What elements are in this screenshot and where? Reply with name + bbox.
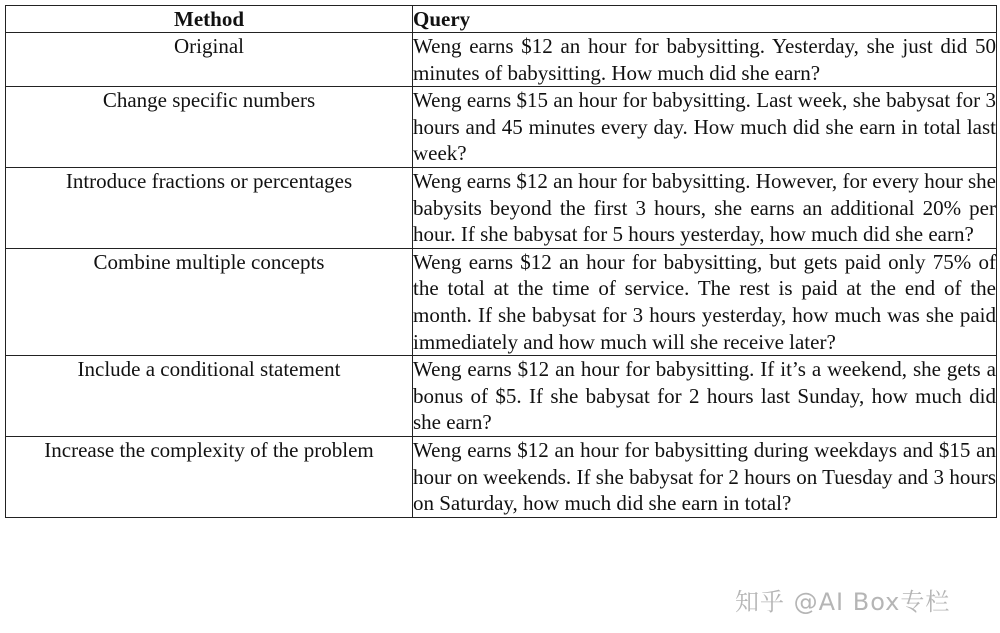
watermark: 知乎 @AI Box专栏 xyxy=(735,588,951,616)
table-row xyxy=(6,167,997,248)
method-cell: Combine multiple concepts xyxy=(6,248,413,355)
method-cell: Include a conditional statement xyxy=(6,356,413,437)
method-cell: Introduce fractions or percentages xyxy=(6,167,413,248)
table-row xyxy=(6,87,997,168)
table-row xyxy=(6,436,997,517)
method-cell: Change specific numbers xyxy=(6,87,413,168)
method-cell: Original xyxy=(6,33,413,87)
method-cell: Increase the complexity of the problem xyxy=(6,436,413,517)
table-row xyxy=(6,356,997,437)
method-query-table xyxy=(5,5,997,518)
table-row xyxy=(6,33,997,87)
query-cell: Weng earns $12 an hour for babysitting during weekdays and $15 an hour on weekends. If she babysat for 2 hours on Tuesday and 3 hours on Saturday, how much did she earn in total? xyxy=(413,436,997,517)
query-cell: Weng earns $12 an hour for babysitting, but gets paid only 75% of the total at the time of service. The rest is paid at the end of the month. If she babysat for 3 hours yesterday, how much was she paid immediately and how much will she receive later? xyxy=(413,248,997,355)
query-cell: Weng earns $12 an hour for babysitting. Yesterday, she just did 50 minutes of babysitting. How much did she earn? xyxy=(413,33,997,87)
table-header-row xyxy=(6,6,997,33)
query-cell: Weng earns $12 an hour for babysitting. If it’s a weekend, she gets a bonus of $5. If she babysat for 2 hours last Sunday, how much did she earn? xyxy=(413,356,997,437)
query-cell: Weng earns $12 an hour for babysitting. However, for every hour she babysits beyond the first 3 hours, she earns an additional 20% per hour. If she babysat for 5 hours yesterday, how much did she earn? xyxy=(413,167,997,248)
method-column-header: Method xyxy=(6,6,413,33)
table-row xyxy=(6,248,997,355)
query-cell: Weng earns $15 an hour for babysitting. Last week, she babysat for 3 hours and 45 minutes every day. How much did she earn in total last week? xyxy=(413,87,997,168)
query-column-header: Query xyxy=(413,6,997,33)
